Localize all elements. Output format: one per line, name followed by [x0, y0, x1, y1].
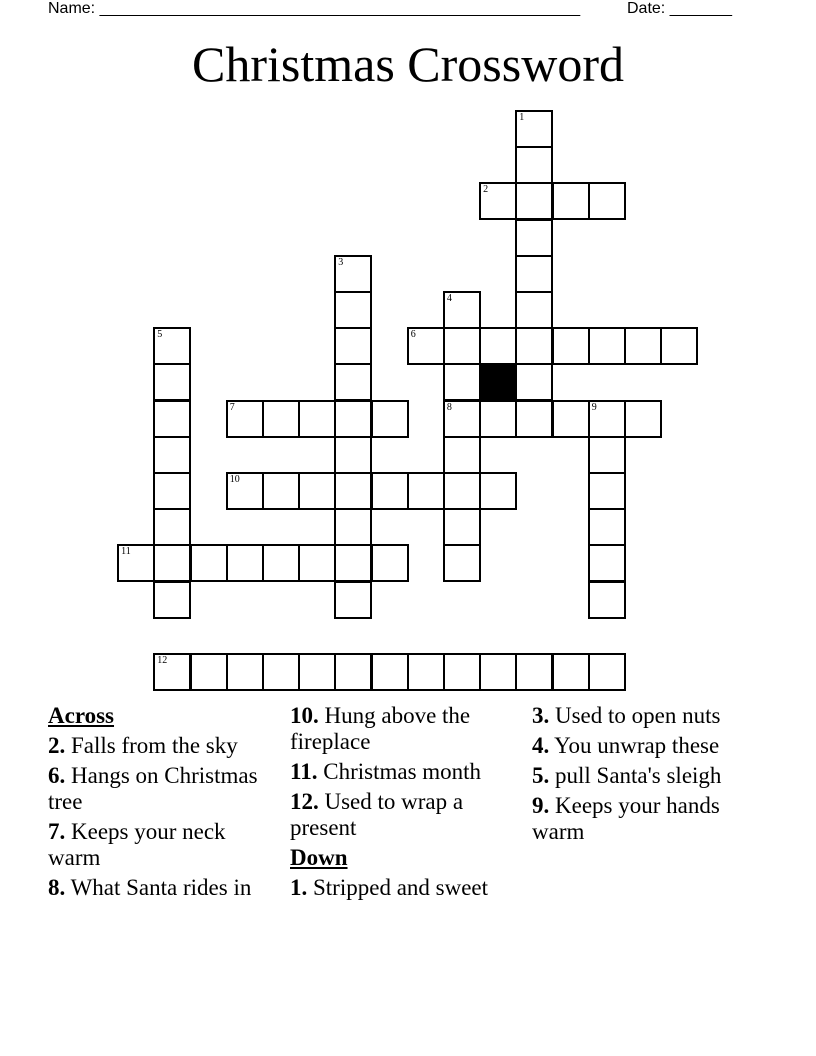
grid-cell[interactable] — [660, 327, 698, 365]
grid-cell[interactable] — [588, 581, 626, 619]
grid-cell[interactable] — [479, 182, 517, 220]
clue-down-3 — [532, 703, 732, 729]
clue-text: pull Santa's sleigh — [549, 763, 722, 788]
grid-cell[interactable] — [153, 400, 191, 438]
cell-number: 11 — [121, 546, 131, 558]
grid-cell[interactable] — [153, 653, 191, 691]
grid-cell[interactable] — [117, 544, 155, 582]
grid-cell[interactable] — [407, 653, 445, 691]
grid-cell[interactable] — [588, 544, 626, 582]
grid-cell[interactable] — [443, 291, 481, 329]
clue-number: 9. — [532, 793, 550, 818]
grid-cell[interactable] — [588, 400, 626, 438]
grid-cell[interactable] — [190, 544, 228, 582]
page-title: Christmas Crossword — [192, 36, 624, 92]
grid-cell[interactable] — [479, 400, 517, 438]
grid-cell[interactable] — [515, 653, 553, 691]
grid-cell[interactable] — [443, 544, 481, 582]
grid-cell[interactable] — [334, 653, 372, 691]
grid-cell[interactable] — [515, 146, 553, 184]
grid-cell[interactable] — [153, 327, 191, 365]
cell-number: 10 — [229, 474, 240, 485]
clue-down-4 — [532, 733, 732, 759]
grid-cell[interactable] — [552, 182, 590, 220]
grid-cell[interactable] — [262, 544, 300, 582]
grid-cell[interactable] — [226, 472, 264, 510]
grid-cell[interactable] — [443, 327, 481, 365]
clue-across-11 — [290, 759, 520, 785]
grid-cell[interactable] — [334, 508, 372, 546]
grid-cell[interactable] — [298, 653, 336, 691]
grid-cell[interactable] — [588, 653, 626, 691]
clue-text: Keeps your hands warm — [532, 793, 720, 844]
grid-cell[interactable] — [334, 255, 372, 293]
grid-cell[interactable] — [515, 291, 553, 329]
grid-cell[interactable] — [515, 255, 553, 293]
cell-number: 9 — [591, 401, 597, 413]
clue-text: Christmas month — [317, 759, 482, 784]
clue-number: 11. — [290, 759, 318, 784]
clue-column-2 — [290, 703, 520, 905]
grid-cell[interactable] — [371, 400, 409, 438]
grid-cell[interactable] — [443, 653, 481, 691]
grid-cell[interactable] — [371, 544, 409, 582]
clue-text: Used to open nuts — [549, 703, 721, 728]
grid-cell[interactable] — [407, 472, 445, 510]
clue-across-7 — [48, 819, 268, 871]
clue-number: 3. — [532, 703, 550, 728]
clue-down-1 — [290, 875, 520, 901]
grid-cell[interactable] — [552, 327, 590, 365]
grid-cell[interactable] — [153, 436, 191, 474]
clue-number: 6. — [48, 763, 66, 788]
clue-across-2 — [48, 733, 268, 759]
grid-cell[interactable] — [552, 653, 590, 691]
down-heading: Down — [290, 845, 348, 870]
grid-cell[interactable] — [515, 400, 553, 438]
clue-across-12 — [290, 789, 520, 841]
clue-across-6 — [48, 763, 268, 815]
grid-cell[interactable] — [334, 436, 372, 474]
clue-text: Keeps your neck warm — [48, 819, 226, 870]
grid-cell[interactable] — [334, 472, 372, 510]
clue-text: Hangs on Christmas tree — [48, 763, 258, 814]
clue-number: 5. — [532, 763, 550, 788]
grid-cell[interactable] — [262, 653, 300, 691]
clue-down-5 — [532, 763, 732, 789]
clue-text: You unwrap these — [549, 733, 720, 758]
grid-cell[interactable] — [515, 327, 553, 365]
grid-cell[interactable] — [479, 472, 517, 510]
grid-cell[interactable] — [443, 400, 481, 438]
across-heading: Across — [48, 703, 115, 728]
clue-text: Falls from the sky — [65, 733, 238, 758]
clue-text: What Santa rides in — [65, 875, 252, 900]
name-field[interactable]: Name: ______________________________________________________ — [48, 0, 581, 17]
date-field[interactable]: Date: _______ — [627, 0, 732, 17]
clue-number: 7. — [48, 819, 66, 844]
cell-number: 5 — [157, 329, 163, 341]
grid-cell[interactable] — [262, 400, 300, 438]
clue-number: 2. — [48, 733, 66, 758]
clue-text: Stripped and sweet — [307, 875, 489, 900]
clue-number: 12. — [290, 789, 319, 814]
grid-cell[interactable] — [588, 436, 626, 474]
cell-number: 8 — [446, 401, 452, 413]
grid-cell[interactable] — [371, 653, 409, 691]
clue-across-8 — [48, 875, 268, 901]
clue-number: 1. — [290, 875, 308, 900]
cell-number: 6 — [410, 329, 416, 341]
grid-cell[interactable] — [226, 400, 264, 438]
grid-cell[interactable] — [515, 110, 553, 148]
grid-cell[interactable] — [443, 363, 481, 401]
grid-cell[interactable] — [588, 508, 626, 546]
cell-number: 3 — [338, 256, 344, 268]
grid-cell[interactable] — [443, 472, 481, 510]
grid-cell[interactable] — [515, 182, 553, 220]
grid-cell[interactable] — [153, 544, 191, 582]
grid-cell[interactable] — [588, 327, 626, 365]
grid-cell[interactable] — [334, 291, 372, 329]
clue-number: 4. — [532, 733, 550, 758]
grid-cell[interactable] — [190, 653, 228, 691]
grid-cell[interactable] — [515, 363, 553, 401]
clue-across-10 — [290, 703, 520, 755]
grid-cell[interactable] — [479, 327, 517, 365]
clue-text: Hung above the fireplace — [290, 703, 471, 754]
grid-cell[interactable] — [153, 508, 191, 546]
grid-cell[interactable] — [624, 327, 662, 365]
cell-number: 2 — [483, 184, 489, 196]
grid-cell[interactable] — [552, 400, 590, 438]
grid-cell[interactable] — [624, 400, 662, 438]
cell-number: 12 — [157, 655, 168, 666]
grid-cell[interactable] — [588, 182, 626, 220]
grid-cell[interactable] — [153, 363, 191, 401]
grid-cell[interactable] — [334, 363, 372, 401]
grid-cell[interactable] — [334, 544, 372, 582]
grid-cell[interactable] — [515, 219, 553, 257]
grid-cell[interactable] — [334, 581, 372, 619]
grid-cell[interactable] — [262, 472, 300, 510]
clue-number: 8. — [48, 875, 66, 900]
blocked-cell — [479, 363, 517, 401]
grid-cell[interactable] — [334, 400, 372, 438]
grid-cell[interactable] — [226, 544, 264, 582]
grid-cell[interactable] — [298, 544, 336, 582]
grid-cell[interactable] — [588, 472, 626, 510]
cell-number: 1 — [519, 112, 525, 123]
grid-cell[interactable] — [479, 653, 517, 691]
clue-column-3 — [532, 703, 732, 849]
clue-column-1 — [48, 703, 268, 905]
grid-cell[interactable] — [298, 400, 336, 438]
clue-down-9 — [532, 793, 732, 845]
grid-cell[interactable] — [298, 472, 336, 510]
clue-number: 10. — [290, 703, 319, 728]
grid-cell[interactable] — [226, 653, 264, 691]
grid-cell[interactable] — [153, 472, 191, 510]
grid-cell[interactable] — [443, 436, 481, 474]
cell-number: 4 — [446, 293, 452, 304]
clue-text: Used to wrap a present — [290, 789, 464, 840]
cell-number: 7 — [229, 401, 235, 413]
grid-cell[interactable] — [371, 472, 409, 510]
grid-cell[interactable] — [334, 327, 372, 365]
grid-cell[interactable] — [153, 581, 191, 619]
grid-cell[interactable] — [407, 327, 445, 365]
grid-cell[interactable] — [443, 508, 481, 546]
